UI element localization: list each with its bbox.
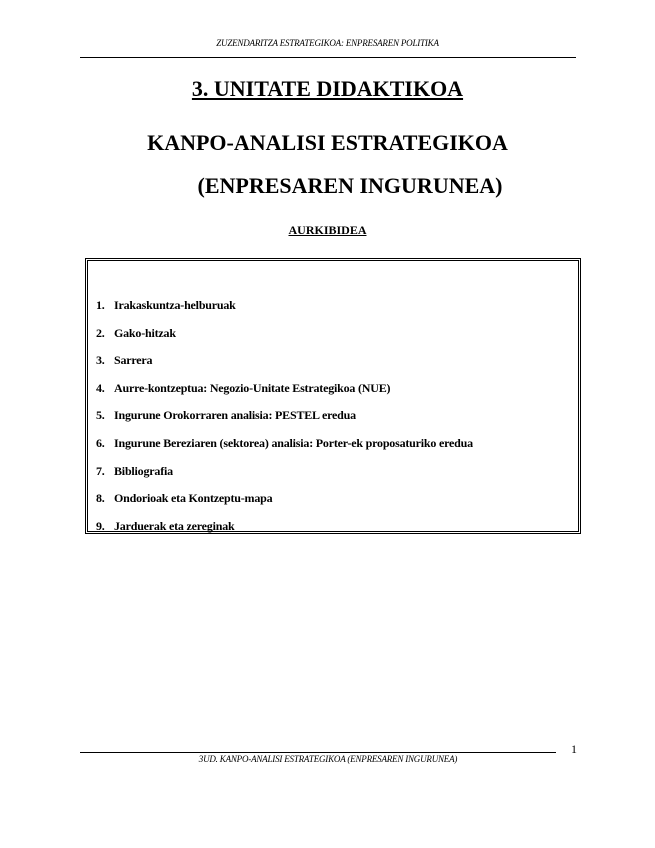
toc-item-label: Gako-hitzak <box>114 325 176 340</box>
toc-item <box>96 464 473 492</box>
toc-item <box>96 408 473 436</box>
unit-title: 3. UNITATE DIDAKTIKOA <box>191 76 464 101</box>
toc-item-number: 4. <box>96 380 105 395</box>
running-header: ZUZENDARITZA ESTRATEGIKOA: ENPRESAREN POLITIKA <box>216 38 439 48</box>
toc-item-label: Jarduerak eta zereginak <box>114 518 235 533</box>
toc-item-number: 8. <box>96 491 105 506</box>
toc-list <box>96 298 473 546</box>
toc-item <box>96 491 473 519</box>
toc-item <box>96 436 473 464</box>
toc-item-number: 6. <box>96 435 105 450</box>
toc-item <box>96 381 473 409</box>
document-subtitle: (ENPRESAREN INGURUNEA) <box>197 173 503 198</box>
toc-item-number: 3. <box>96 353 105 368</box>
toc-item-label: Bibliografia <box>114 463 173 478</box>
toc-item-label: Sarrera <box>114 353 153 368</box>
toc-item <box>96 519 473 547</box>
toc-item-number: 5. <box>96 408 105 423</box>
toc-heading: AURKIBIDEA <box>288 223 367 237</box>
running-footer: 3UD. KANPO-ANALISI ESTRATEGIKOA (ENPRESAREN INGURUNEA) <box>198 754 458 764</box>
toc-item-number: 7. <box>96 463 105 478</box>
table-of-contents <box>85 258 581 534</box>
toc-item-label: Ingurune Bereziaren (sektorea) analisia: Porter-ek proposaturiko eredua <box>114 435 473 450</box>
toc-item-number: 9. <box>96 518 105 533</box>
toc-item-label: Ingurune Orokorraren analisia: PESTEL eredua <box>114 408 356 423</box>
toc-item-label: Ondorioak eta Kontzeptu-mapa <box>114 491 273 506</box>
document-title: KANPO-ANALISI ESTRATEGIKOA <box>147 130 508 155</box>
toc-item-number: 2. <box>96 325 105 340</box>
toc-item <box>96 298 473 326</box>
toc-item-label: Irakaskuntza-helburuak <box>114 298 236 312</box>
page-number: 1 <box>571 742 577 756</box>
toc-item-number: 1. <box>96 298 105 312</box>
toc-item <box>96 326 473 354</box>
toc-item-label: Aurre-kontzeptua: Negozio-Unitate Estrategikoa (NUE) <box>114 380 391 395</box>
toc-item <box>96 353 473 381</box>
footer-divider <box>80 752 556 753</box>
header-divider <box>80 57 576 58</box>
